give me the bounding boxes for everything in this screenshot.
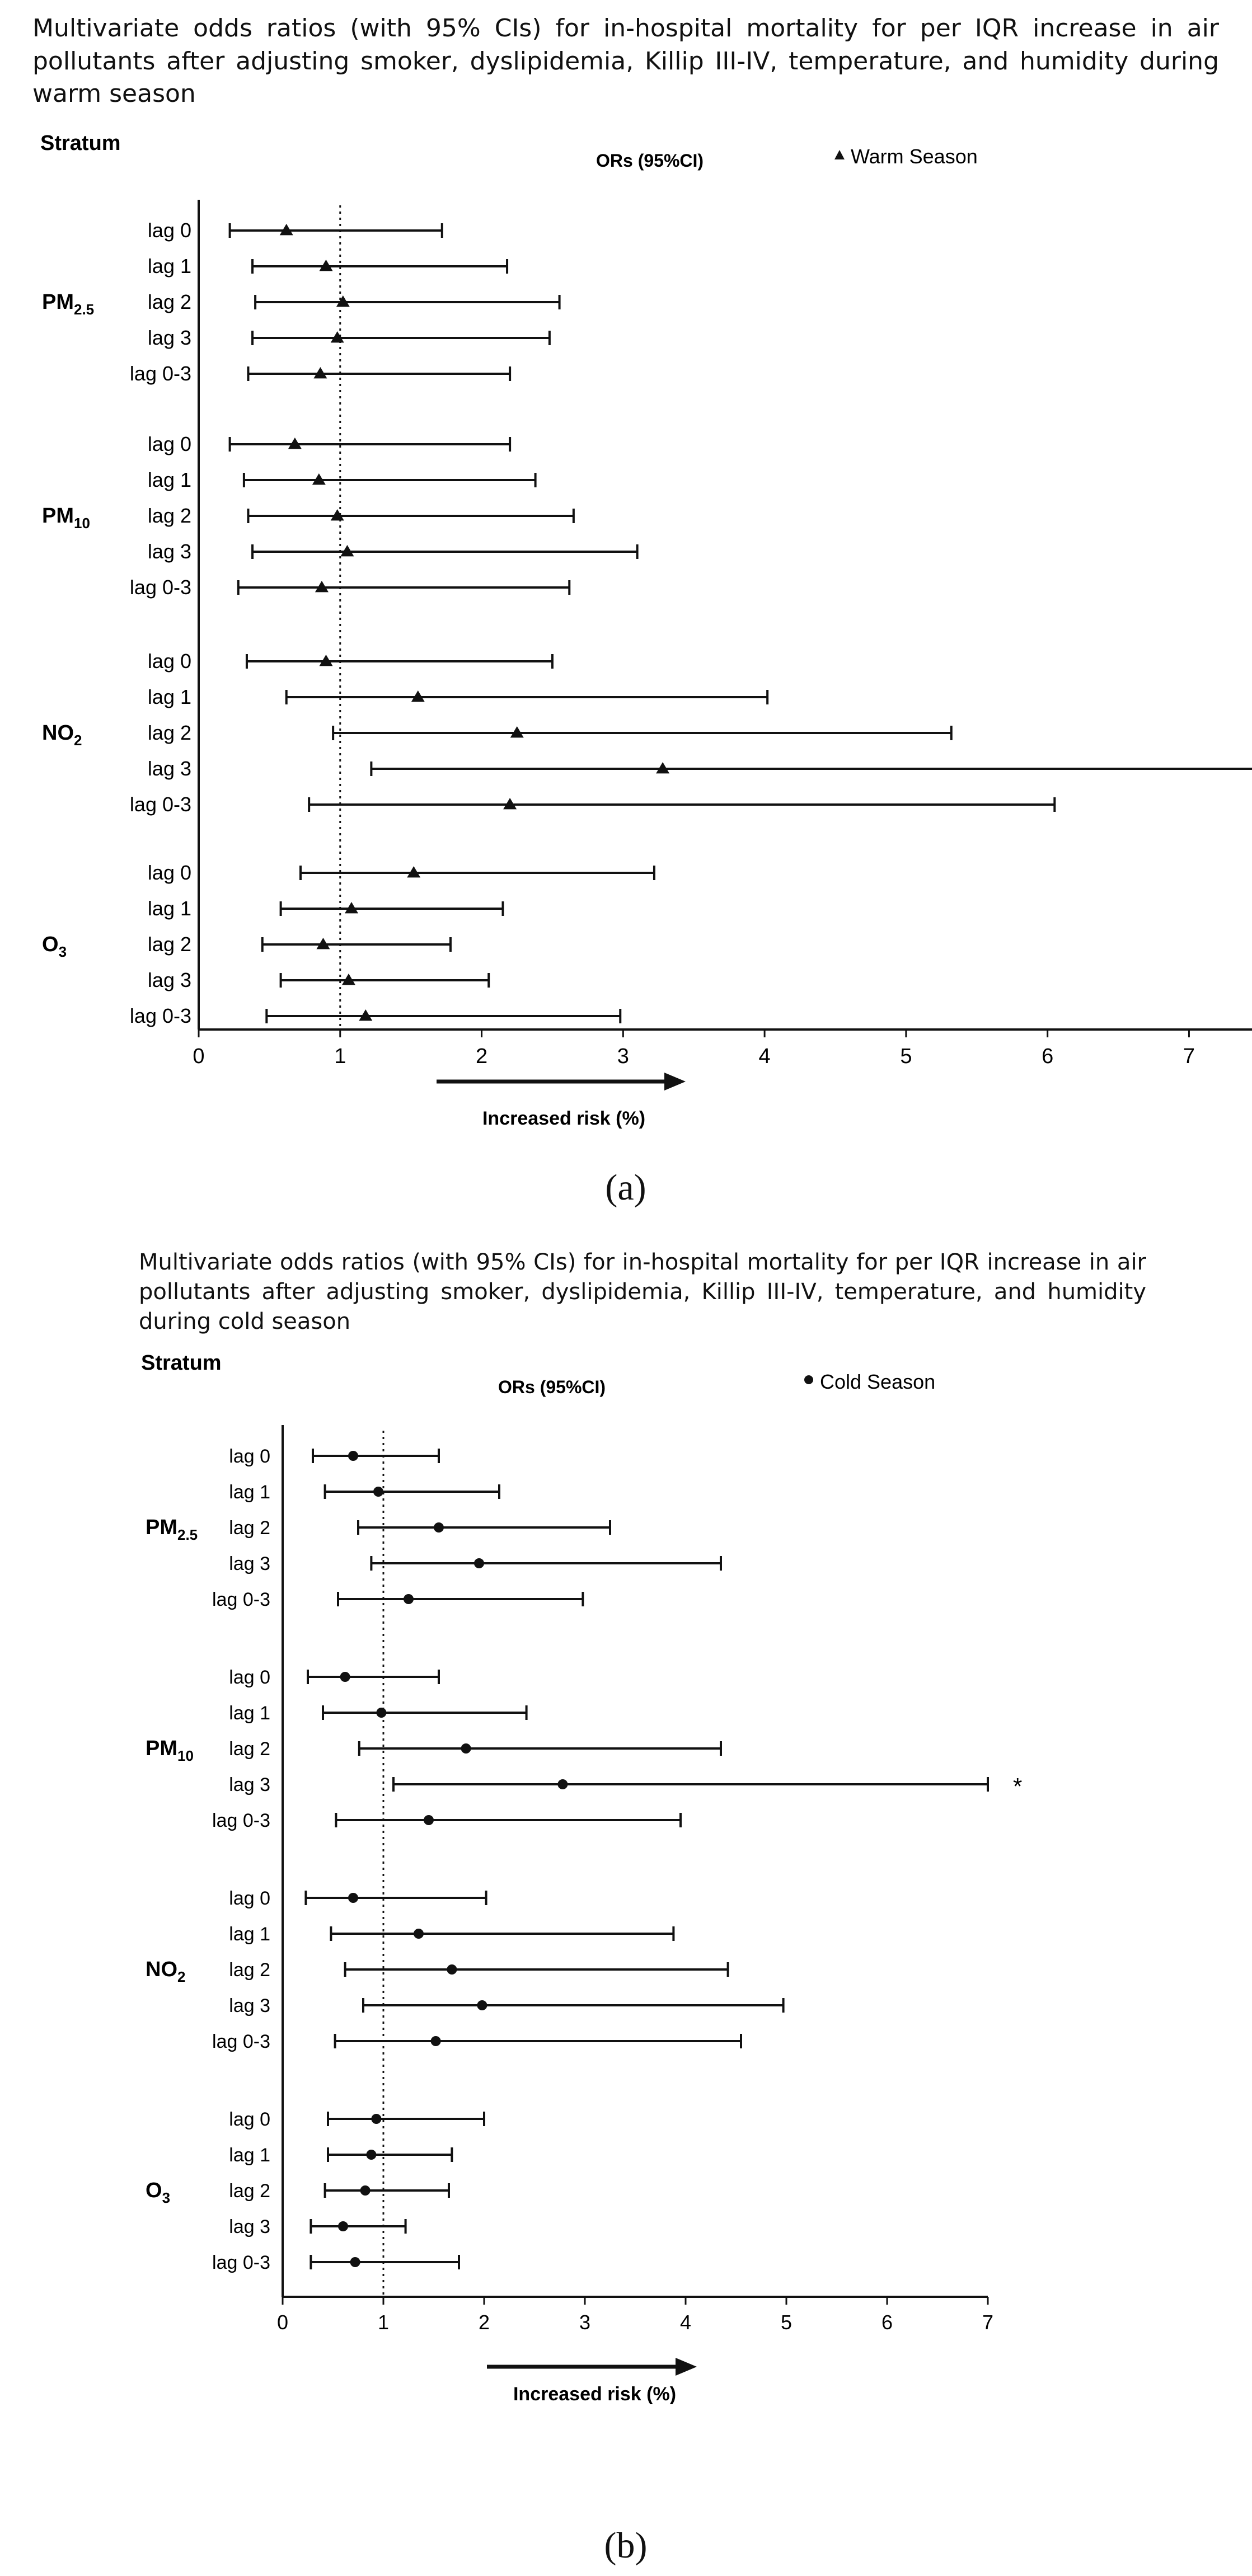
x-axis-label: Increased risk (%) <box>482 1108 646 1129</box>
lag-label: lag 1 <box>147 685 191 708</box>
stratum-group-subscript: 10 <box>74 515 90 532</box>
x-tick-label: 2 <box>478 2311 490 2334</box>
lag-label: lag 2 <box>229 1517 270 1539</box>
x-tick-label: 5 <box>900 1045 912 1068</box>
x-tick-label: 0 <box>193 1045 205 1068</box>
panel-label-a: (a) <box>605 1167 646 1208</box>
point-estimate-marker <box>348 1893 358 1903</box>
stratum-group-subscript: 2 <box>74 732 82 749</box>
stratum-group-label: $PM_{10}$ <box>146 1737 194 1764</box>
lag-label: lag 1 <box>229 1924 270 1945</box>
lag-label: lag 1 <box>147 897 191 920</box>
lag-label: lag 3 <box>229 2216 270 2237</box>
point-estimate-marker <box>461 1743 471 1754</box>
stratum-group-subscript: 2.5 <box>74 301 95 318</box>
panel-label-b: (b) <box>604 2525 648 2566</box>
stratum-group-label: $O_3$ <box>146 2179 171 2206</box>
x-tick-label: 7 <box>982 2311 994 2334</box>
chart-title: ORs (95%CI) <box>498 1377 606 1397</box>
lag-label: lag 2 <box>147 933 191 956</box>
lag-label: lag 1 <box>147 468 191 491</box>
point-estimate-marker <box>557 1779 568 1789</box>
point-estimate-marker <box>366 2150 376 2160</box>
lag-label: lag 2 <box>147 504 191 527</box>
lag-label: lag 0-3 <box>129 576 191 599</box>
x-axis-label: Increased risk (%) <box>513 2384 677 2405</box>
legend-marker-circle <box>804 1375 813 1384</box>
lag-label: lag 0-3 <box>129 362 191 385</box>
lag-label: lag 0 <box>229 1667 270 1688</box>
stratum-label: Stratum <box>141 1351 222 1375</box>
risk-arrow-head <box>676 2358 697 2376</box>
x-tick-label: 6 <box>1042 1045 1054 1068</box>
x-tick-label: 4 <box>758 1045 771 1068</box>
stratum-group-label: $PM_{2.5}$ <box>146 1516 198 1543</box>
x-tick-label: 2 <box>475 1045 488 1068</box>
lag-label: lag 0 <box>229 1446 270 1467</box>
stratum-group-subscript: 10 <box>177 1747 194 1764</box>
stratum-group-label: $NO_2$ <box>146 1958 186 1985</box>
lag-label: lag 0-3 <box>212 1589 270 1610</box>
stratum-group-subscript: 2 <box>177 1968 186 1985</box>
lag-label: lag 0 <box>147 861 191 884</box>
chart-title: ORs (95%CI) <box>596 151 704 171</box>
lag-label: lag 0-3 <box>129 793 191 816</box>
point-estimate-marker <box>373 1487 383 1497</box>
stratum-group-label: $O_3$ <box>42 933 67 960</box>
lag-label: lag 0 <box>229 1888 270 1909</box>
x-tick-label: 7 <box>1183 1045 1195 1068</box>
lag-label: lag 3 <box>147 969 191 991</box>
significance-asterisk: * <box>1013 1773 1023 1799</box>
point-estimate-marker <box>474 1558 484 1568</box>
lag-label: lag 0 <box>147 219 191 242</box>
lag-label: lag 1 <box>229 1703 270 1724</box>
lag-label: lag 0-3 <box>212 2031 270 2052</box>
point-estimate-marker <box>424 1815 434 1825</box>
lag-label: lag 3 <box>147 326 191 349</box>
legend-label: Warm Season <box>851 145 978 168</box>
lag-label: lag 2 <box>229 1738 270 1760</box>
x-tick-label: 6 <box>881 2311 893 2334</box>
x-tick-label: 1 <box>377 2311 390 2334</box>
point-estimate-marker <box>414 1929 424 1939</box>
lag-label: lag 2 <box>229 1959 270 1981</box>
stratum-group-label: $PM_{2.5}$ <box>42 290 95 318</box>
x-tick-label: 0 <box>276 2311 289 2334</box>
x-tick-label: 3 <box>617 1045 629 1068</box>
lag-label: lag 3 <box>229 1774 270 1795</box>
lag-label: lag 3 <box>147 540 191 563</box>
lag-label: lag 0 <box>147 433 191 455</box>
lag-label: lag 2 <box>147 721 191 744</box>
lag-label: lag 0-3 <box>212 2252 270 2273</box>
stratum-group-subscript: 2.5 <box>177 1526 198 1543</box>
point-estimate-marker <box>477 2000 487 2010</box>
lag-label: lag 3 <box>229 1553 270 1574</box>
lag-label: lag 2 <box>147 290 191 313</box>
point-estimate-marker <box>376 1708 386 1718</box>
point-estimate-marker <box>338 2221 348 2231</box>
point-estimate-marker <box>340 1672 350 1682</box>
figure-a-caption: Multivariate odds ratios (with 95% CIs) for in-hospital mortality for per IQR increase in air pollutants after adjusting smoker, dyslipidemia, Killip III-IV, temperature, and humidity during warm season <box>32 14 1219 109</box>
stratum-group-label: $NO_2$ <box>42 721 82 749</box>
lag-label: lag 3 <box>147 757 191 780</box>
lag-label: lag 2 <box>229 2180 270 2202</box>
point-estimate-marker <box>350 2257 360 2267</box>
x-tick-label: 4 <box>679 2311 692 2334</box>
lag-label: lag 0-3 <box>129 1004 191 1027</box>
stratum-group-label: $PM_{10}$ <box>42 504 90 532</box>
lag-label: lag 1 <box>229 2145 270 2166</box>
legend-label: Cold Season <box>820 1370 936 1393</box>
lag-label: lag 3 <box>229 1995 270 2016</box>
point-estimate-marker <box>360 2185 371 2196</box>
lag-label: lag 1 <box>229 1482 270 1503</box>
x-tick-label: 1 <box>334 1045 346 1068</box>
x-tick-label: 5 <box>780 2311 793 2334</box>
lag-label: lag 0-3 <box>212 1810 270 1831</box>
stratum-label: Stratum <box>40 131 121 155</box>
point-estimate-marker <box>404 1594 414 1604</box>
stratum-group-subscript: 3 <box>58 943 67 960</box>
lag-label: lag 0 <box>229 2109 270 2130</box>
point-estimate-marker <box>431 2036 441 2046</box>
point-estimate-marker <box>348 1451 358 1461</box>
lag-label: lag 1 <box>147 255 191 278</box>
lag-label: lag 0 <box>147 650 191 673</box>
point-estimate-marker <box>447 1964 457 1975</box>
point-estimate-marker <box>371 2114 381 2124</box>
x-tick-label: 3 <box>579 2311 591 2334</box>
figure-b-caption: Multivariate odds ratios (with 95% CIs) for in-hospital mortality for per IQR increase in air pollutants after adjusting smoker, dyslipidemia, Killip III-IV, temperature, and humidity during cold season <box>139 1249 1146 1335</box>
stratum-group-subscript: 3 <box>162 2189 171 2206</box>
point-estimate-marker <box>434 1522 444 1533</box>
